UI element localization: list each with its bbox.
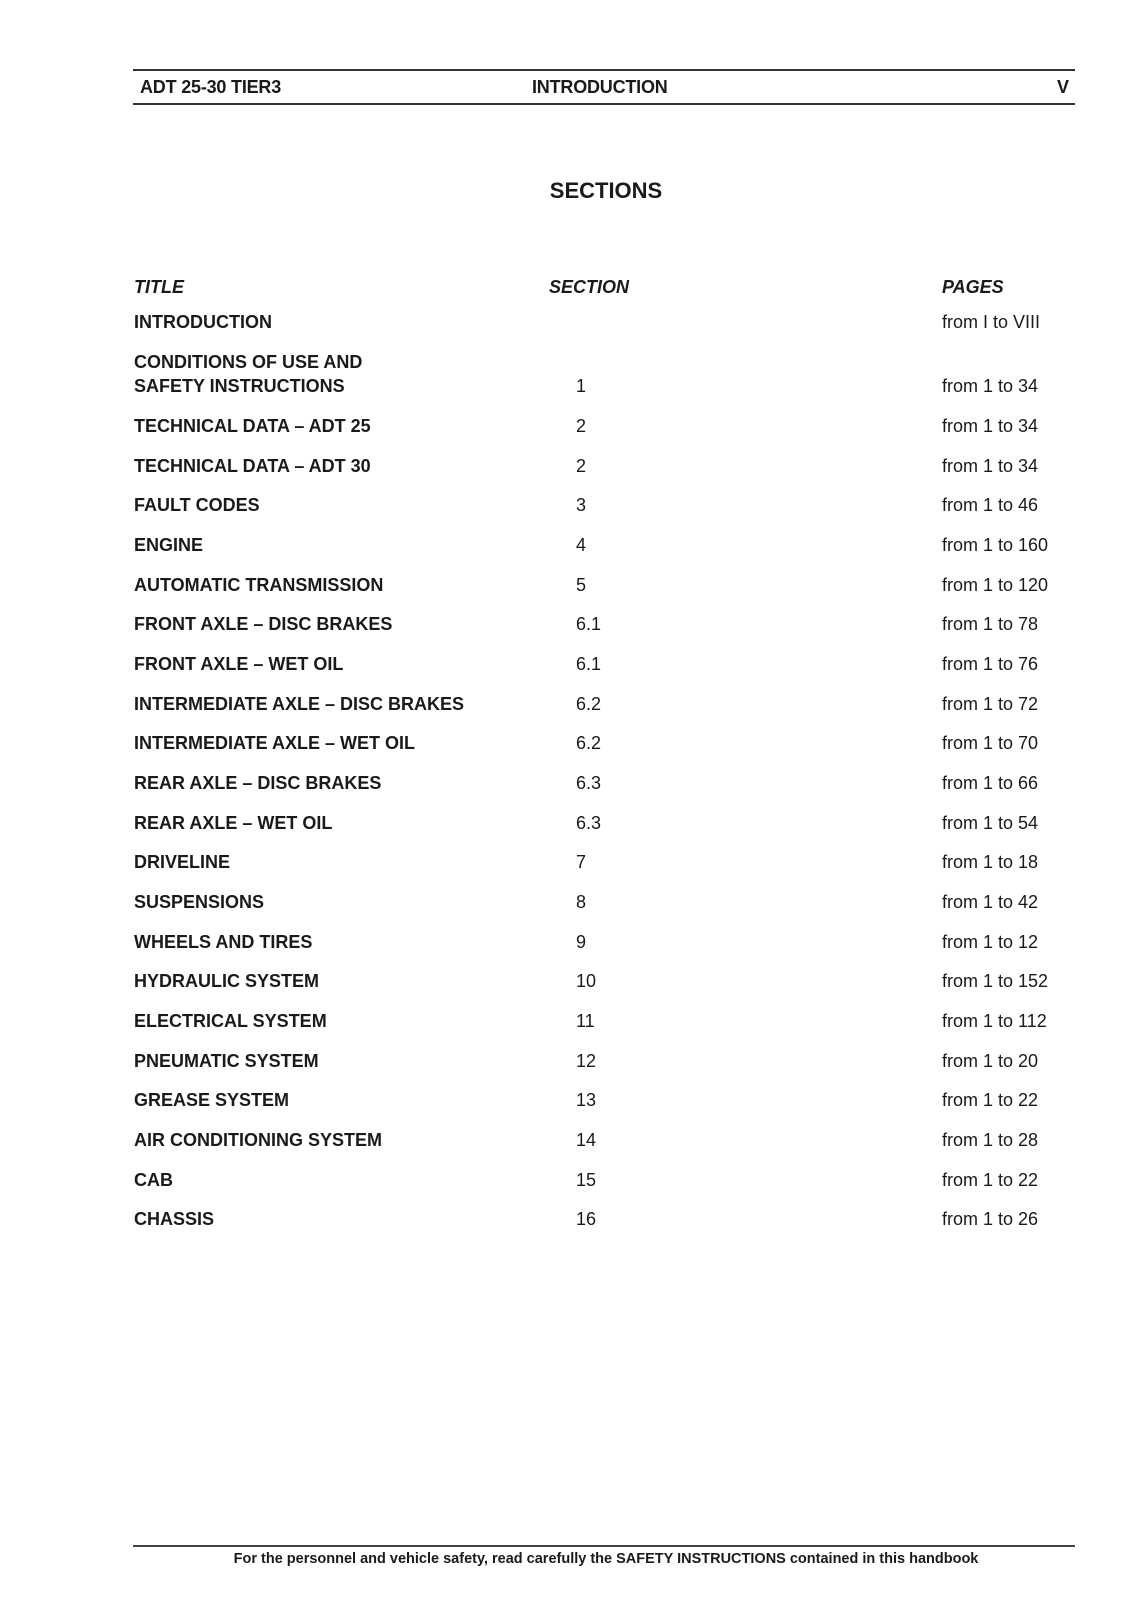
section-title: PNEUMATIC SYSTEM	[134, 1051, 319, 1071]
section-number: 14	[576, 1130, 597, 1150]
section-title-line2: SAFETY INSTRUCTIONS	[134, 376, 345, 396]
section-pages: from 1 to 46	[942, 495, 1039, 515]
section-number: 13	[576, 1090, 597, 1110]
section-title: AIR CONDITIONING SYSTEM	[134, 1130, 383, 1150]
section-title: FAULT CODES	[134, 495, 260, 515]
table-row	[0, 612, 1130, 636]
section-number: 11	[576, 1011, 595, 1031]
section-pages: from 1 to 22	[942, 1090, 1039, 1110]
header-model: ADT 25-30 TIER3	[140, 77, 282, 97]
header-rule-top	[133, 69, 1075, 71]
section-number: 6.3	[576, 813, 602, 833]
section-pages: from 1 to 72	[942, 694, 1039, 714]
section-number: 2	[576, 456, 587, 476]
table-row	[0, 890, 1130, 914]
section-pages: from 1 to 22	[942, 1170, 1039, 1190]
header-chapter: INTRODUCTION	[532, 77, 668, 97]
section-title: ENGINE	[134, 535, 204, 555]
section-title: GREASE SYSTEM	[134, 1090, 290, 1110]
section-pages: from I to VIII	[942, 312, 1041, 332]
table-row	[0, 850, 1130, 874]
section-pages: from 1 to 152	[942, 971, 1049, 991]
section-title: WHEELS AND TIRES	[134, 932, 313, 952]
section-pages: from 1 to 76	[942, 654, 1039, 674]
table-row	[0, 731, 1130, 755]
table-row	[0, 652, 1130, 676]
table-row	[0, 1009, 1130, 1033]
section-pages: from 1 to 34	[942, 376, 1039, 396]
section-pages: from 1 to 12	[942, 932, 1039, 952]
section-number: 6.1	[576, 614, 602, 634]
section-title: INTERMEDIATE AXLE – WET OIL	[134, 733, 416, 753]
page-title: SECTIONS	[549, 178, 663, 203]
table-row	[0, 533, 1130, 557]
section-number: 6.3	[576, 773, 602, 793]
section-pages: from 1 to 54	[942, 813, 1039, 833]
section-number: 16	[576, 1209, 597, 1229]
section-title: ELECTRICAL SYSTEM	[134, 1011, 327, 1031]
section-pages: from 1 to 34	[942, 456, 1039, 476]
section-title: DRIVELINE	[134, 852, 231, 872]
section-number: 6.2	[576, 733, 602, 753]
table-row	[0, 969, 1130, 993]
section-title: INTRODUCTION	[134, 312, 272, 332]
section-pages: from 1 to 160	[942, 535, 1049, 555]
table-row	[0, 811, 1130, 835]
section-number: 2	[576, 416, 587, 436]
column-header-pages: PAGES	[942, 277, 1004, 297]
table-row	[0, 692, 1130, 716]
footer-rule	[133, 1545, 1075, 1547]
section-title: REAR AXLE – WET OIL	[134, 813, 333, 833]
section-number: 6.1	[576, 654, 602, 674]
table-row	[0, 1207, 1130, 1231]
section-title: CHASSIS	[134, 1209, 215, 1229]
section-pages: from 1 to 112	[942, 1011, 1047, 1031]
section-number: 3	[576, 495, 587, 515]
section-pages: from 1 to 34	[942, 416, 1039, 436]
section-number: 9	[576, 932, 587, 952]
table-row	[0, 310, 1130, 334]
table-row	[0, 771, 1130, 795]
table-row	[0, 1128, 1130, 1152]
section-number: 10	[576, 971, 597, 991]
section-title: CAB	[134, 1170, 173, 1190]
section-number: 7	[576, 852, 587, 872]
section-number: 8	[576, 892, 587, 912]
section-title: REAR AXLE – DISC BRAKES	[134, 773, 382, 793]
table-row	[0, 1049, 1130, 1073]
table-row	[0, 930, 1130, 954]
table-row	[0, 493, 1130, 517]
section-number: 12	[576, 1051, 597, 1071]
section-title: HYDRAULIC SYSTEM	[134, 971, 320, 991]
table-row	[0, 573, 1130, 597]
section-pages: from 1 to 78	[942, 614, 1039, 634]
section-number: 6.2	[576, 694, 602, 714]
section-pages: from 1 to 20	[942, 1051, 1039, 1071]
table-row	[0, 1088, 1130, 1112]
section-pages: from 1 to 18	[942, 852, 1039, 872]
section-title: FRONT AXLE – WET OIL	[134, 654, 344, 674]
section-pages: from 1 to 42	[942, 892, 1039, 912]
section-number: 15	[576, 1170, 597, 1190]
section-pages: from 1 to 120	[942, 575, 1049, 595]
section-number: 4	[576, 535, 587, 555]
section-title: SUSPENSIONS	[134, 892, 265, 912]
table-row	[0, 454, 1130, 478]
section-number: 5	[576, 575, 587, 595]
column-header-title: TITLE	[134, 277, 184, 297]
header-rule-bottom	[133, 103, 1075, 105]
section-title: TECHNICAL DATA – ADT 30	[134, 456, 371, 476]
header-page-number: V	[1057, 77, 1069, 97]
section-pages: from 1 to 26	[942, 1209, 1039, 1229]
table-row	[0, 1168, 1130, 1192]
section-title: TECHNICAL DATA – ADT 25	[134, 416, 371, 436]
section-number: 1	[576, 376, 587, 396]
table-row	[0, 414, 1130, 438]
section-pages: from 1 to 70	[942, 733, 1039, 753]
column-header-section: SECTION	[549, 277, 630, 297]
table-row	[0, 352, 1130, 398]
section-pages: from 1 to 28	[942, 1130, 1039, 1150]
section-title: AUTOMATIC TRANSMISSION	[134, 575, 384, 595]
section-title: FRONT AXLE – DISC BRAKES	[134, 614, 393, 634]
section-title-line1: CONDITIONS OF USE AND	[134, 352, 363, 372]
footer-safety-note: For the personnel and vehicle safety, read carefully the SAFETY INSTRUCTIONS contained in this handbook	[233, 1551, 979, 1567]
section-pages: from 1 to 66	[942, 773, 1039, 793]
section-title: INTERMEDIATE AXLE – DISC BRAKES	[134, 694, 465, 714]
